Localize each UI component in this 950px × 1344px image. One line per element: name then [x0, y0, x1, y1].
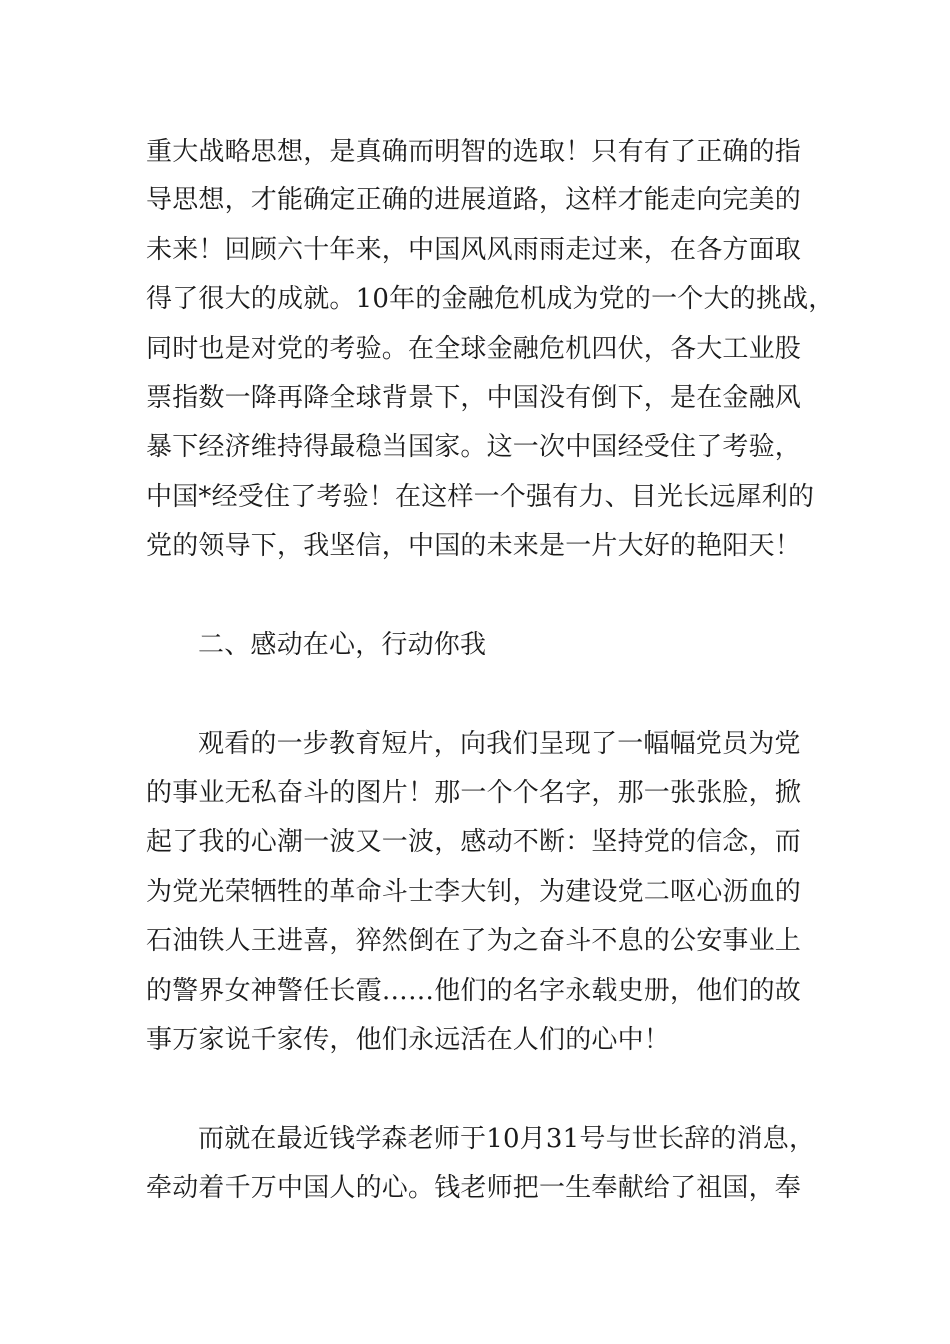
- paragraph-2-line: 石油铁人王进喜，猝然倒在了为之奋斗不息的公安事业上: [146, 926, 802, 956]
- paragraph-1-line: 中国*经受住了考验！在这样一个强有力、目光长远犀利的: [146, 482, 815, 512]
- paragraph-1-line: 得了很大的成就。10年的金融危机成为党的一个大的挑战，: [146, 284, 835, 314]
- paragraph-3-line: 牵动着千万中国人的心。钱老师把一生奉献给了祖国，奉: [146, 1173, 802, 1203]
- paragraph-1-line: 暴下经济维持得最稳当国家。这一次中国经受住了考验，: [146, 432, 802, 462]
- paragraph-2-line: 起了我的心潮一波又一波，感动不断：坚持党的信念，而: [146, 827, 802, 857]
- paragraph-2-line: 的警界女神警任长霞……他们的名字永载史册，他们的故: [146, 976, 802, 1006]
- paragraph-1-line: 导思想，才能确定正确的进展道路，这样才能走向完美的: [146, 185, 802, 215]
- section-heading: 二、感动在心，行动你我: [198, 630, 487, 660]
- paragraph-1-line: 票指数一降再降全球背景下，中国没有倒下，是在金融风: [146, 383, 802, 413]
- paragraph-2-line: 事万家说千家传，他们永远活在人们的心中！: [146, 1025, 671, 1055]
- paragraph-2-line: 为党光荣牺牲的革命斗士李大钊，为建设党二呕心沥血的: [146, 877, 802, 907]
- paragraph-3-line: 而就在最近钱学森老师于10月31号与世长辞的消息，: [198, 1124, 816, 1154]
- paragraph-2-line: 的事业无私奋斗的图片！那一个个名字，那一张张脸，掀: [146, 778, 802, 808]
- paragraph-1-line: 未来！回顾六十年来，中国风风雨雨走过来，在各方面取: [146, 235, 802, 265]
- paragraph-1-line: 重大战略思想，是真确而明智的选取！只有有了正确的指: [146, 137, 802, 167]
- paragraph-1-line: 党的领导下，我坚信，中国的未来是一片大好的艳阳天！: [146, 531, 802, 561]
- paragraph-1-line: 同时也是对党的考验。在全球金融危机四伏，各大工业股: [146, 334, 802, 364]
- paragraph-2-line: 观看的一步教育短片，向我们呈现了一幅幅党员为党: [198, 729, 801, 759]
